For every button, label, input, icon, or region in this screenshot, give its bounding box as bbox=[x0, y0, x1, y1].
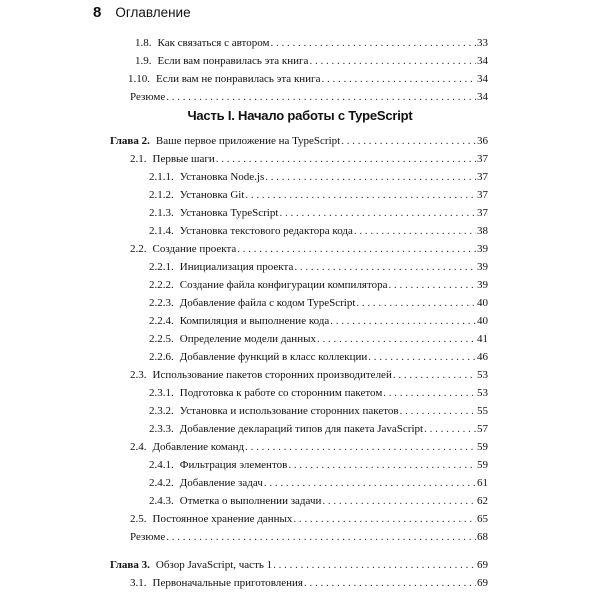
toc-entry bbox=[149, 476, 488, 490]
toc-entry bbox=[149, 350, 488, 364]
toc-entry-number: 1.10. bbox=[128, 73, 150, 85]
toc-entry-number: 2.1.4. bbox=[149, 225, 174, 237]
toc-entry bbox=[149, 224, 488, 238]
toc-entry-title: Добавление деклараций типов для пакета JavaScript bbox=[179, 423, 424, 435]
toc-entry-title: Первоначальные приготовления bbox=[152, 577, 303, 589]
toc-entry-page: 69 bbox=[477, 559, 488, 571]
toc-entry bbox=[149, 170, 488, 184]
toc-entry bbox=[130, 152, 488, 166]
toc-entry-number: 2.3.1. bbox=[149, 387, 174, 399]
toc-entry bbox=[149, 386, 488, 400]
running-title: Оглавление bbox=[115, 5, 191, 20]
toc-entry-title: Компиляция и выполнение кода bbox=[179, 315, 330, 327]
toc-entry-number: 2.1.1. bbox=[149, 171, 174, 183]
toc-entry-title: Как связаться с автором bbox=[157, 37, 270, 49]
toc-entry-number: 2.2. bbox=[130, 243, 147, 255]
toc-entry-page: 37 bbox=[477, 189, 488, 201]
toc-entry-number: 3.1. bbox=[130, 577, 147, 589]
toc-entry-page: 62 bbox=[477, 495, 488, 507]
toc-entry-title: Создание проекта bbox=[152, 243, 237, 255]
toc-entry bbox=[130, 530, 488, 544]
toc-entry-title: Если вам понравилась эта книга bbox=[157, 55, 309, 67]
dot-leader bbox=[368, 350, 476, 364]
toc-entry-title: Установка Node.js bbox=[179, 171, 265, 183]
dot-leader bbox=[389, 278, 476, 292]
toc-entry-page: 37 bbox=[477, 207, 488, 219]
toc-entry-page: 59 bbox=[477, 441, 488, 453]
toc-entry-page: 39 bbox=[477, 243, 488, 255]
dot-leader bbox=[166, 530, 476, 544]
toc-entry bbox=[149, 260, 488, 274]
toc-entry bbox=[149, 296, 488, 310]
toc-entry-title: Установка и использование сторонних пакетов bbox=[179, 405, 399, 417]
toc-entry bbox=[130, 576, 488, 590]
toc-entry-title: Установка TypeScript bbox=[179, 207, 279, 219]
toc-entry-page: 61 bbox=[477, 477, 488, 489]
dot-leader bbox=[322, 494, 476, 508]
dot-leader bbox=[341, 134, 476, 148]
toc-entry-number: 2.2.3. bbox=[149, 297, 174, 309]
toc-entry bbox=[149, 458, 488, 472]
toc-entry-number: 2.3. bbox=[130, 369, 147, 381]
toc-entry-title: Добавление задач bbox=[179, 477, 263, 489]
toc-entry-number: 2.2.1. bbox=[149, 261, 174, 273]
toc-entry-page: 34 bbox=[477, 55, 488, 67]
toc-entry-page: 38 bbox=[477, 225, 488, 237]
toc-entry-number: 1.8. bbox=[135, 37, 152, 49]
toc-entry-title: Если вам не понравилась эта книга bbox=[156, 73, 321, 85]
toc-entry-number: 2.2.4. bbox=[149, 315, 174, 327]
toc-entry-number: 2.1. bbox=[130, 153, 147, 165]
toc-entry-page: 55 bbox=[477, 405, 488, 417]
toc-entry-page: 37 bbox=[477, 153, 488, 165]
toc-entry-title: Установка текстового редактора кода bbox=[179, 225, 353, 237]
toc-entry-number: 2.1.3. bbox=[149, 207, 174, 219]
toc-entry-number: 2.4. bbox=[130, 441, 147, 453]
dot-leader bbox=[294, 260, 476, 274]
toc-entry-number: 2.5. bbox=[130, 513, 147, 525]
toc-entry-page: 33 bbox=[477, 37, 488, 49]
toc-entry-title: Добавление команд bbox=[152, 441, 245, 453]
page-header bbox=[93, 4, 191, 21]
toc-entry-page: 36 bbox=[477, 135, 488, 147]
toc-entry bbox=[149, 314, 488, 328]
toc-entry-title: Использование пакетов сторонних производителей bbox=[152, 369, 392, 381]
dot-leader bbox=[245, 188, 476, 202]
toc-entry bbox=[149, 494, 488, 508]
toc-entry-number: 2.3.3. bbox=[149, 423, 174, 435]
toc-entry bbox=[130, 512, 488, 526]
toc-entry bbox=[149, 422, 488, 436]
dot-leader bbox=[237, 242, 476, 256]
dot-leader bbox=[270, 36, 476, 50]
toc-entry-title: Постоянное хранение данных bbox=[152, 513, 293, 525]
dot-leader bbox=[265, 170, 476, 184]
dot-leader bbox=[245, 440, 476, 454]
toc-entry bbox=[110, 558, 488, 572]
toc-entry bbox=[149, 404, 488, 418]
dot-leader bbox=[330, 314, 476, 328]
toc-entry-title: Резюме bbox=[130, 91, 166, 103]
toc-entry-page: 59 bbox=[477, 459, 488, 471]
toc-entry-title: Ваше первое приложение на TypeScript bbox=[155, 135, 341, 147]
toc-entry-page: 34 bbox=[477, 73, 488, 85]
dot-leader bbox=[393, 368, 476, 382]
toc-entry-page: 37 bbox=[477, 171, 488, 183]
toc-entry-number: 2.2.5. bbox=[149, 333, 174, 345]
toc-entry-number: Глава 3. bbox=[110, 559, 150, 571]
toc-entry-number: 2.2.6. bbox=[149, 351, 174, 363]
toc-entry-title: Первые шаги bbox=[152, 153, 215, 165]
toc-entry-number: 1.9. bbox=[135, 55, 152, 67]
toc-entry-page: 53 bbox=[477, 369, 488, 381]
dot-leader bbox=[279, 206, 476, 220]
toc-entry bbox=[135, 54, 488, 68]
toc-entry-page: 40 bbox=[477, 315, 488, 327]
dot-leader bbox=[354, 224, 476, 238]
toc-entry-number: 2.2.2. bbox=[149, 279, 174, 291]
toc-entry-page: 68 bbox=[477, 531, 488, 543]
toc-entry bbox=[149, 278, 488, 292]
toc-entry-title: Инициализация проекта bbox=[179, 261, 294, 273]
toc-entry bbox=[130, 90, 488, 104]
toc-entry-title: Создание файла конфигурации компилятора bbox=[179, 279, 388, 291]
toc-entry-title: Обзор JavaScript, часть 1 bbox=[155, 559, 273, 571]
dot-leader bbox=[317, 332, 476, 346]
toc-entry bbox=[130, 440, 488, 454]
dot-leader bbox=[273, 558, 476, 572]
toc-entry-page: 39 bbox=[477, 261, 488, 273]
dot-leader bbox=[288, 458, 476, 472]
toc-entry-page: 40 bbox=[477, 297, 488, 309]
toc-entry-number: 2.4.2. bbox=[149, 477, 174, 489]
toc-entry-title: Добавление функций в класс коллекции bbox=[179, 351, 368, 363]
toc-entry-title: Определение модели данных bbox=[179, 333, 316, 345]
toc-entry bbox=[130, 368, 488, 382]
toc-entry-number: 2.3.2. bbox=[149, 405, 174, 417]
dot-leader bbox=[400, 404, 476, 418]
toc-entry-title: Подготовка к работе со сторонним пакетом bbox=[179, 387, 383, 399]
toc-entry bbox=[130, 242, 488, 256]
dot-leader bbox=[264, 476, 476, 490]
toc-entry-title: Фильтрация элементов bbox=[179, 459, 288, 471]
toc-entry-page: 53 bbox=[477, 387, 488, 399]
dot-leader bbox=[321, 72, 476, 86]
toc-entry-number: 2.1.2. bbox=[149, 189, 174, 201]
toc-entry-title: Установка Git bbox=[179, 189, 245, 201]
toc-entry-page: 69 bbox=[477, 577, 488, 589]
dot-leader bbox=[424, 422, 476, 436]
toc-entry-page: 65 bbox=[477, 513, 488, 525]
toc-entry-number: 2.4.1. bbox=[149, 459, 174, 471]
toc-entry-page: 39 bbox=[477, 279, 488, 291]
dot-leader bbox=[356, 296, 476, 310]
dot-leader bbox=[293, 512, 476, 526]
toc-entry bbox=[128, 72, 488, 86]
toc-entry bbox=[135, 36, 488, 50]
page-number: 8 bbox=[93, 4, 102, 21]
toc-entry bbox=[149, 332, 488, 346]
toc-entry-title: Резюме bbox=[130, 531, 166, 543]
toc-entry-page: 34 bbox=[477, 91, 488, 103]
toc-entry bbox=[110, 134, 488, 148]
toc-entry-title: Добавление файла с кодом TypeScript bbox=[179, 297, 356, 309]
dot-leader bbox=[304, 576, 476, 590]
toc-entry-number: 2.4.3. bbox=[149, 495, 174, 507]
toc-entry-number: Глава 2. bbox=[110, 135, 150, 147]
dot-leader bbox=[309, 54, 476, 68]
toc-entry bbox=[149, 206, 488, 220]
toc-entry bbox=[149, 188, 488, 202]
dot-leader bbox=[216, 152, 476, 166]
toc-entry-title: Отметка о выполнении задачи bbox=[179, 495, 322, 507]
dot-leader bbox=[383, 386, 476, 400]
dot-leader bbox=[166, 90, 476, 104]
toc-entry-page: 46 bbox=[477, 351, 488, 363]
toc-entry-page: 57 bbox=[477, 423, 488, 435]
part-title: Часть I. Начало работы с TypeScript bbox=[187, 108, 413, 123]
toc-entry-page: 41 bbox=[477, 333, 488, 345]
